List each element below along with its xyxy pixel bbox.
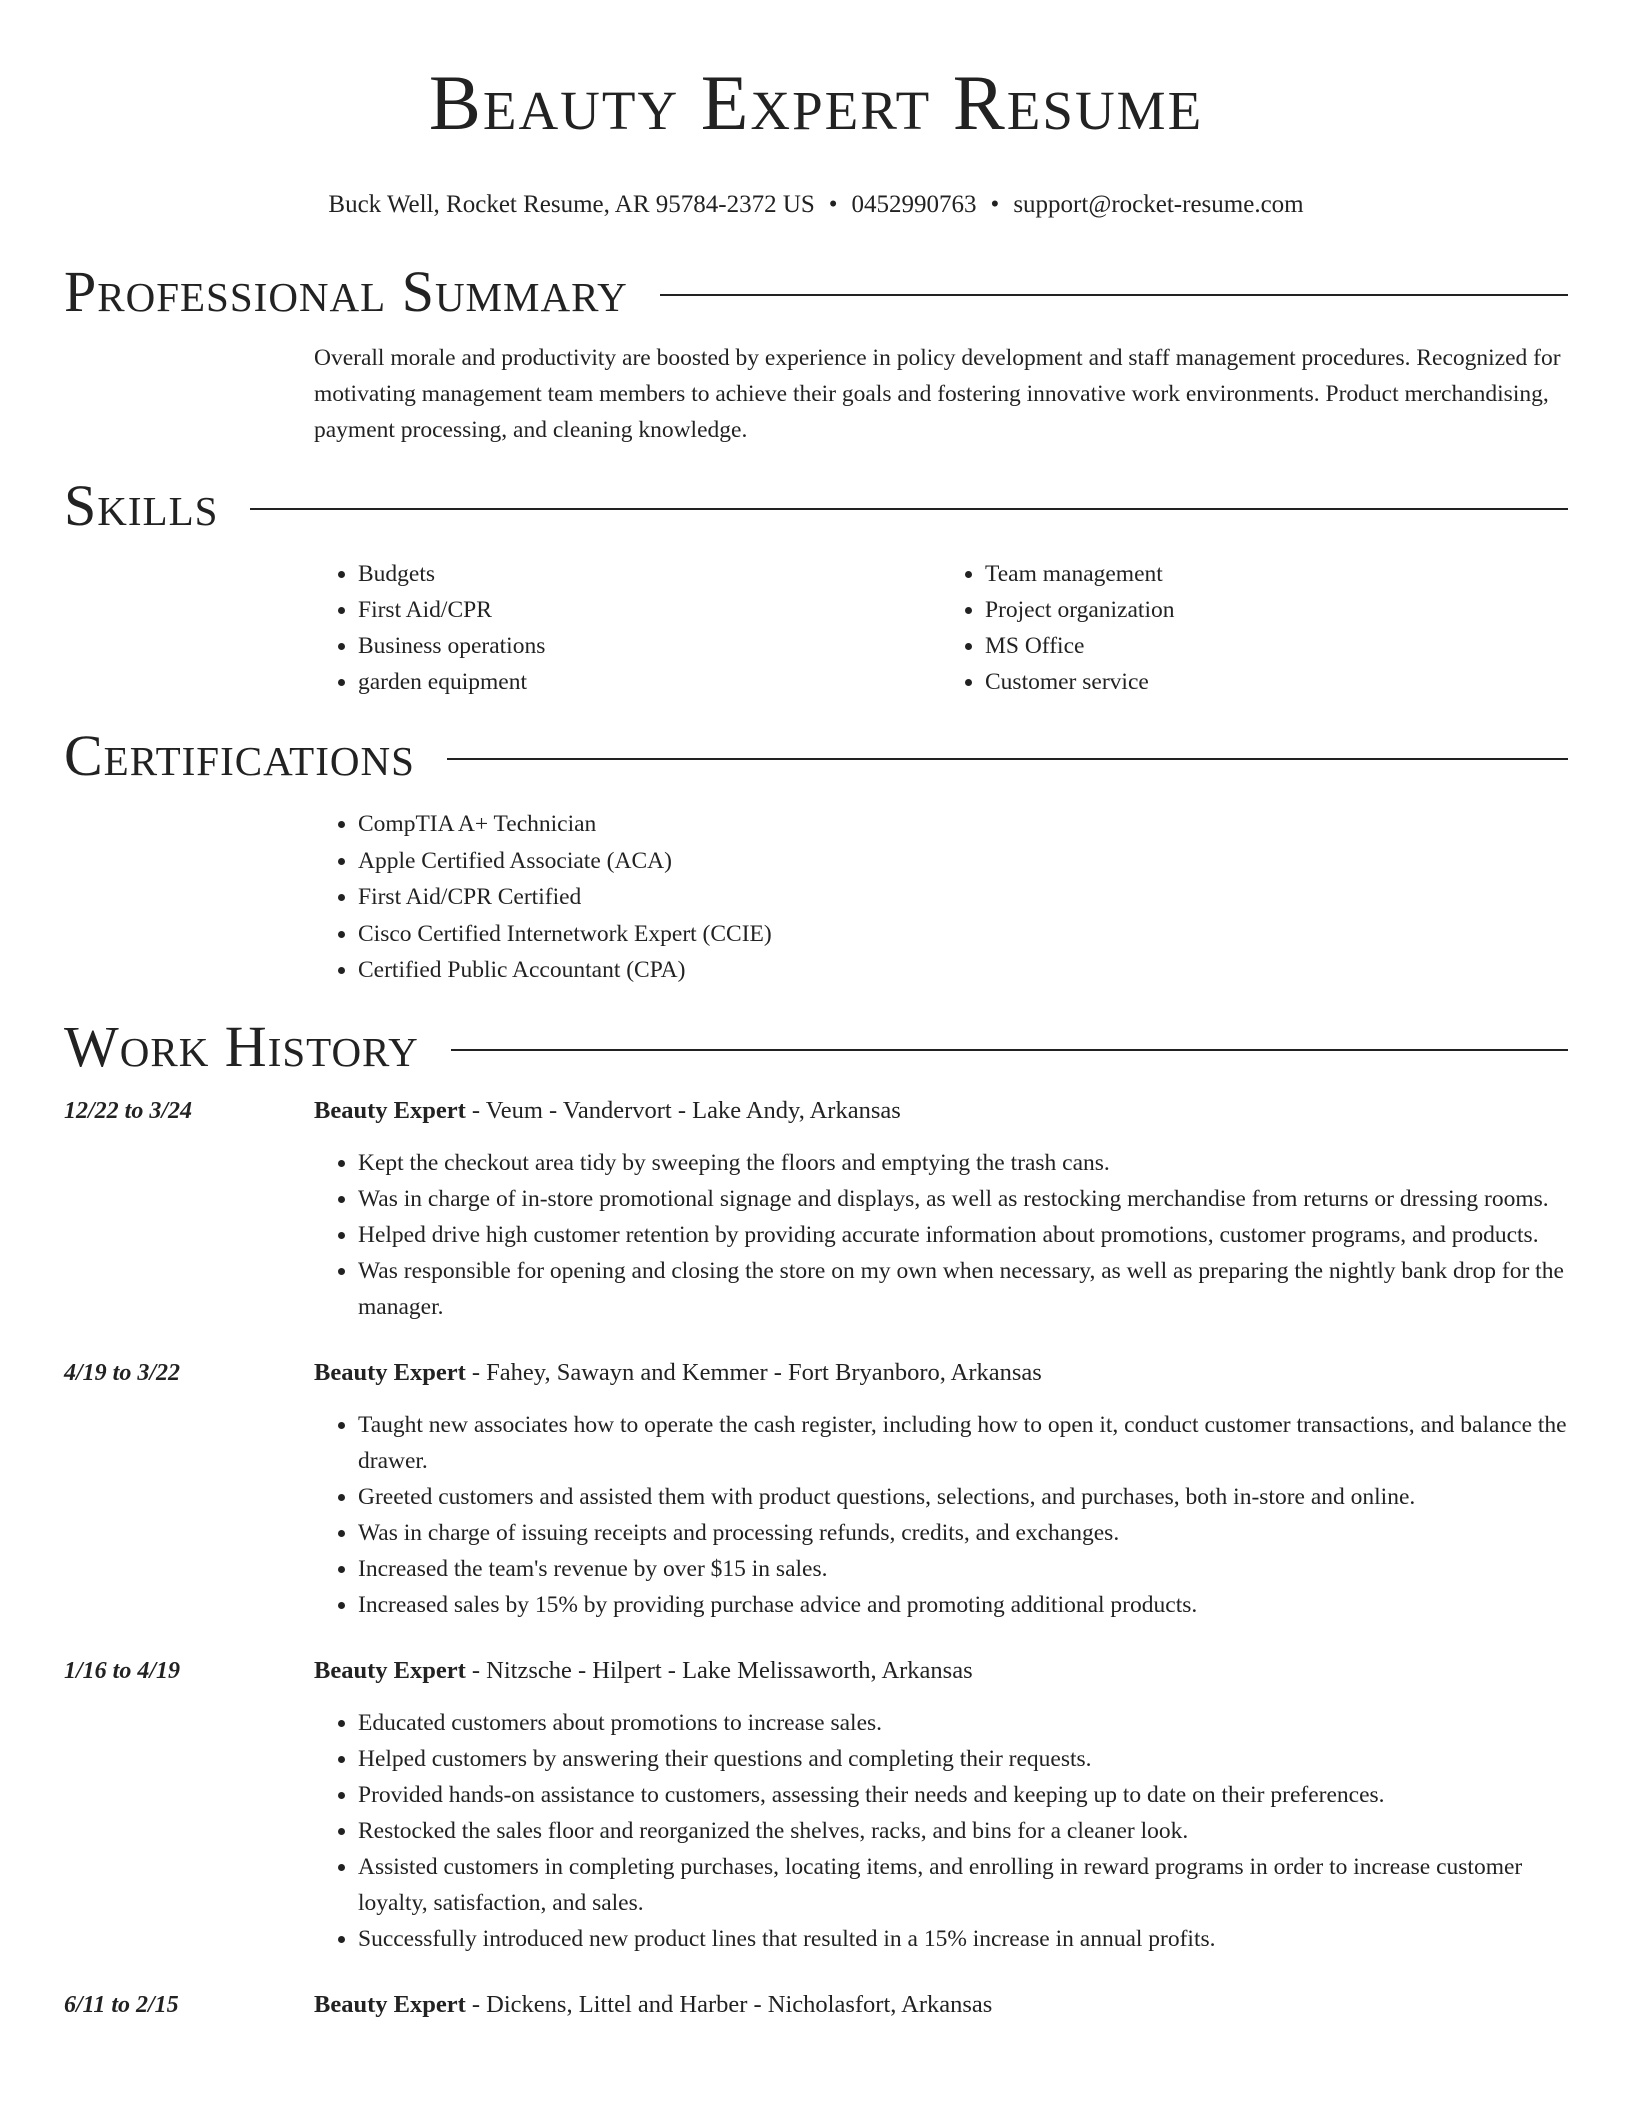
job-duty: • Was responsible for opening and closing the store on my own when necessary, as well as preparing the nightly bank drop for the manager. [358,1253,1568,1325]
page-title: Beauty Expert Resume [428,59,1204,146]
job-duty: • Increased the team's revenue by over $15 in sales. [358,1551,1568,1587]
certification-item: • Cisco Certified Internetwork Expert (CCIE) [358,916,1568,953]
certification-item: • Apple Certified Associate (ACA) [358,843,1568,880]
section-divider [451,1049,1568,1051]
contact-address: Buck Well, Rocket Resume, AR 95784-2372 US [328,191,815,218]
job-body [314,1987,1568,2023]
skill-item: • Team management [985,556,1568,592]
job-duty: • Was in charge of issuing receipts and processing refunds, credits, and exchanges. [358,1515,1568,1551]
job-duties [314,1407,1568,1623]
contact-email[interactable]: support@rocket-resume.com [1013,191,1304,218]
skills-section-header [64,474,1568,538]
skill-item: • Business operations [358,628,941,664]
certifications-items [314,806,1568,989]
job-duty: • Provided hands-on assistance to customers, assessing their needs and keeping up to date on their preferences. [358,1777,1568,1813]
skill-item: • First Aid/CPR [358,592,941,628]
work-section-header [64,1015,1568,1079]
work-heading: Work History [64,1013,419,1079]
job-entry [64,1093,1568,1325]
summary-heading: Professional Summary [64,259,628,324]
job-title: Beauty Expert [314,1358,466,1386]
contact-phone: 0452990763 [851,191,977,218]
job-duty: • Assisted customers in completing purchases, locating items, and enrolling in reward programs in order to increase customer loyalty, satisfaction, and sales. [358,1849,1568,1921]
skill-item: • Budgets [358,556,941,592]
job-title: Beauty Expert [314,1656,466,1684]
job-entry [64,1355,1568,1623]
certification-item: • CompTIA A+ Technician [358,806,1568,843]
skill-item: • Customer service [985,664,1568,700]
job-header [314,1653,1568,1689]
job-duty: • Was in charge of in-store promotional signage and displays, as well as restocking merchandise from returns or dressing rooms. [358,1181,1568,1217]
summary-text: Overall morale and productivity are boosted by experience in policy development and staff management procedures. Recognized for motivating management team members to achieve their goals and fostering innovative work environments. Product merchandising, payment processing, and cleaning knowledge. [314,345,1561,443]
job-body [314,1355,1568,1623]
job-body [314,1653,1568,1957]
job-entry [64,1653,1568,1957]
summary-section-header [64,260,1568,324]
section-divider [660,294,1568,296]
certifications-heading: Certifications [64,723,415,788]
job-duty: • Successfully introduced new product lines that resulted in a 15% increase in annual profits. [358,1921,1568,1957]
job-duty: • Greeted customers and assisted them with product questions, selections, and purchases, both in-store and online. [358,1479,1568,1515]
section-divider [447,758,1568,760]
job-duty: • Kept the checkout area tidy by sweeping the floors and emptying the trash cans. [358,1145,1568,1181]
skills-list [314,556,1568,700]
job-title: Beauty Expert [314,1990,466,2018]
section-divider [250,508,1568,510]
skill-item: • Project organization [985,592,1568,628]
certifications-section-header [64,724,1568,788]
skills-column-right [941,556,1568,700]
skill-item: • MS Office [985,628,1568,664]
skills-column-left [314,556,941,700]
job-dates: 1/16 to 4/19 [64,1657,181,1684]
job-duty: • Restocked the sales floor and reorganized the shelves, racks, and bins for a cleaner look. [358,1813,1568,1849]
contact-line [64,190,1568,220]
job-duty: • Helped customers by answering their questions and completing their requests. [358,1741,1568,1777]
job-company: - Veum - Vandervort - Lake Andy, Arkansas [465,1096,901,1124]
job-company: - Fahey, Sawayn and Kemmer - Fort Bryanboro, Arkansas [465,1358,1042,1386]
job-duty: • Educated customers about promotions to increase sales. [358,1705,1568,1741]
job-duties [314,1145,1568,1325]
job-body [314,1093,1568,1325]
job-dates: 4/19 to 3/22 [64,1359,181,1386]
job-duty: • Helped drive high customer retention by providing accurate information about promotions, customer programs, and products. [358,1217,1568,1253]
job-dates: 6/11 to 2/15 [64,1991,179,2018]
resume-page [64,0,1568,2023]
job-header [314,1093,1568,1129]
skill-item: • garden equipment [358,664,941,700]
job-title: Beauty Expert [314,1096,466,1124]
job-dates: 12/22 to 3/24 [64,1097,193,1124]
job-entry [64,1987,1568,2023]
contact-separator: • [828,191,838,218]
job-duty: • Increased sales by 15% by providing purchase advice and promoting additional products. [358,1587,1568,1623]
certification-item: • First Aid/CPR Certified [358,879,1568,916]
certifications-list [314,806,1568,989]
skills-heading: Skills [64,473,219,538]
job-header [314,1987,1568,2023]
certification-item: • Certified Public Accountant (CPA) [358,952,1568,989]
job-header [314,1355,1568,1391]
job-duties [314,1705,1568,1957]
job-company: - Dickens, Littel and Harber - Nicholasfort, Arkansas [465,1990,993,2018]
job-company: - Nitzsche - Hilpert - Lake Melissaworth, Arkansas [465,1656,973,1684]
job-duty: • Taught new associates how to operate the cash register, including how to open it, conduct customer transactions, and balance the drawer. [358,1407,1568,1479]
contact-separator: • [990,191,1000,218]
